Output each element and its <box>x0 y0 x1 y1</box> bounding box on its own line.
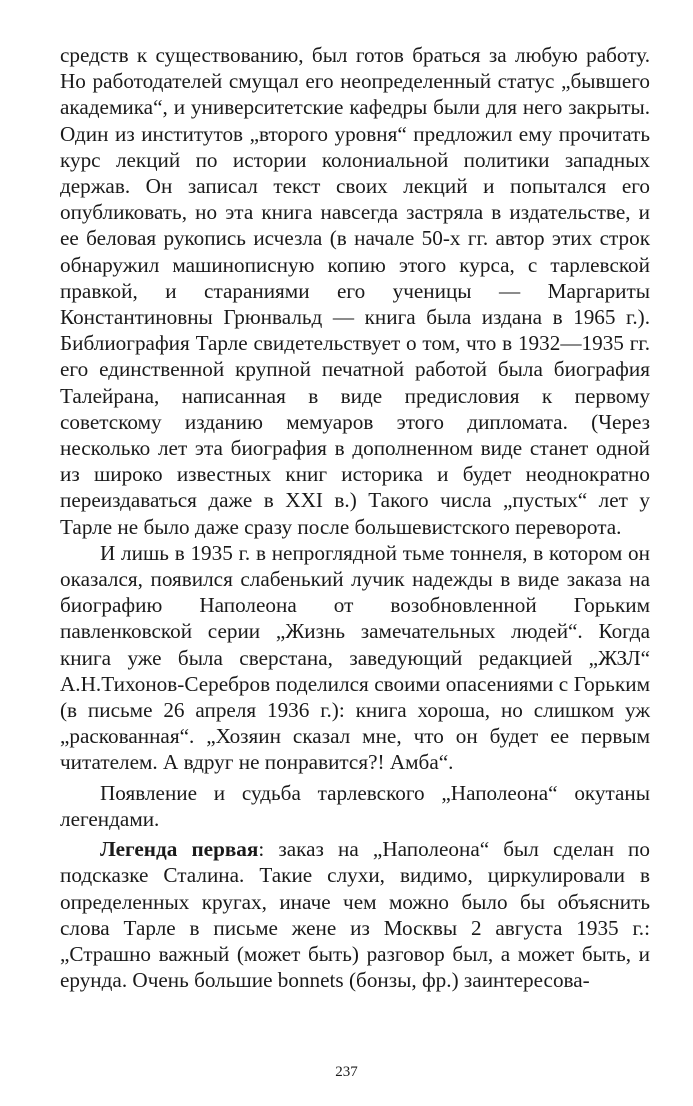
page-number: 237 <box>335 1064 358 1080</box>
paragraph-1-text: средств к существованию, был готов браться за любую работу. Но работодателей смущал его неопределенный статус „бывшего академика“, и университетские кафедры были для него закрыты. Один из институтов „второго уровня“ предложил ему прочитать курс лекций по истории колониальной политики западных держав. Он записал текст своих лекций и попытался его опубликовать, но эта книга навсегда застряла в издательстве, и ее беловая рукопись исчезла (в начале 50-х гг. автор этих строк обнаружил машинописную копию этого курса, с тарлевской правкой, и стараниями его ученицы — Маргариты Константиновны Грюнвальд — книга была издана в 1965 г.). Библиография Тарле свидетельствует о том, что в 1932—1935 гг. его единственной крупной печатной работой была биография Талейрана, написанная в виде предисловия к первому советскому изданию мемуаров этого дипломата. (Через несколько лет эта биография в дополненном виде станет одной из широко известных книг историка и будет неоднократно переиздаваться даже в XXI в.) Такого числа „пустых“ лет у Тарле не было даже сразу после большевистского переворота. <box>60 43 650 539</box>
paragraph-3 <box>60 780 650 832</box>
paragraph-2-text: И лишь в 1935 г. в непроглядной тьме тоннеля, в котором он оказался, появился слабенький лучик надежды в виде заказа на биографию Наполеона от возобновленной Горьким павленковской серии „Жизнь замечательных людей“. Когда книга уже была сверстана, заведующий редакцией „ЖЗЛ“ А.Н.Тихонов-Серебров поделился своими опасениями с Горьким (в письме 26 апреля 1936 г.): книга хороша, но слишком уж „раскованная“. „Хозяин сказал мне, что он будет ее первым читателем. А вдруг не понравится?! Амба“. <box>60 540 650 775</box>
paragraph-4-text: : заказ на „Наполеона“ был сделан по подсказке Сталина. Такие слухи, видимо, циркулировали в определенных кругах, иначе чем можно было бы объяснить слова Тарле в письме жене из Москвы 2 августа 1935 г.: „Страшно важный (может быть) разговор был, а может быть, и ерунда. Очень большие bonnets (бонзы, фр.) заинтересова- <box>60 837 650 993</box>
page-body <box>60 42 650 993</box>
paragraph-1 <box>60 42 650 540</box>
paragraph-2 <box>60 540 650 776</box>
paragraph-4-lead-in: Легенда первая <box>100 837 259 862</box>
paragraph-3-text: Появление и судьба тарлевского „Наполеона“ окутаны легендами. <box>60 780 650 831</box>
paragraph-4 <box>60 836 650 993</box>
